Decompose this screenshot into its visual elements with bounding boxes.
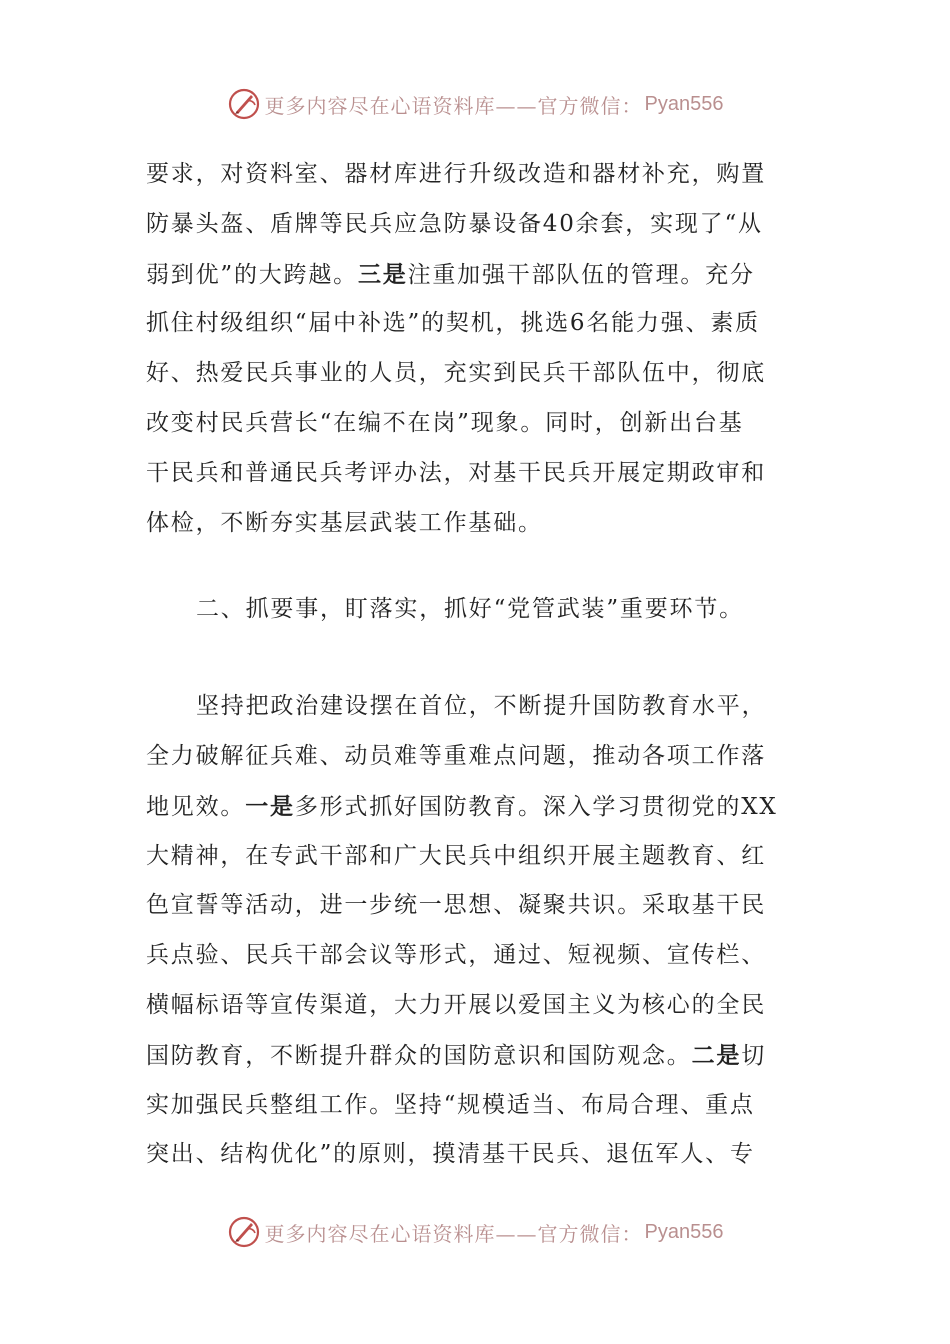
banner-wechat-id: Pyan556 (644, 1220, 724, 1243)
text-line: 防暴头盔、盾牌等民兵应急防暴设备40余套，实现了“从 (146, 210, 763, 237)
text-line: 干民兵和普通民兵考评办法，对基干民兵开展定期政审和 (146, 459, 766, 486)
text-line: 弱到优”的大跨越。三是注重加强干部队伍的管理。充分 (146, 260, 755, 288)
text-line: 突出、结构优化”的原则，摸清基干民兵、退伍军人、专 (146, 1141, 755, 1168)
header-watermark-banner (0, 82, 950, 126)
banner-text: 更多内容尽在心语资料库——官方微信： (264, 93, 643, 118)
banner-text: 更多内容尽在心语资料库——官方微信： (264, 1221, 643, 1246)
text-line: 要求，对资料室、器材库进行升级改造和器材补充，购置 (146, 161, 766, 187)
banner-wechat-id: Pyan556 (644, 92, 724, 115)
emphasis-yi-shi: 一是 (245, 792, 295, 820)
text-line: 好、热爱民兵事业的人员，充实到民兵干部队伍中，彻底 (146, 360, 766, 387)
footer-watermark-banner (0, 1210, 950, 1254)
text-line: 兵点验、民兵干部会议等形式，通过、短视频、宣传栏、 (146, 942, 766, 969)
text-line: 全力破解征兵难、动员难等重难点问题，推动各项工作落 (146, 742, 766, 769)
emphasis-er-shi: 二是 (691, 1041, 742, 1069)
quill-logo-icon (227, 87, 261, 121)
text-line: 色宣誓等活动，进一步统一思想、凝聚共识。采取基干民 (146, 892, 766, 919)
emphasis-san-shi: 三是 (357, 260, 408, 288)
text-line: 改变村民兵营长“在编不在岗”现象。同时，创新出台基 (146, 409, 744, 436)
text-line: 横幅标语等宣传渠道，大力开展以爱国主义为核心的全民 (146, 991, 766, 1018)
document-body (146, 150, 811, 1180)
quill-logo-icon (227, 1215, 261, 1249)
text-line: 实加强民兵整组工作。坚持“规模适当、布局合理、重点 (146, 1091, 755, 1118)
text-line: 国防教育，不断提升群众的国防意识和国防观念。二是切 (146, 1041, 767, 1069)
text-line: 地见效。一是多形式抓好国防教育。深入学习贯彻党的XX (146, 792, 778, 820)
text-line: 大精神，在专武干部和广大民兵中组织开展主题教育、红 (146, 842, 766, 869)
text-line: 体检，不断夯实基层武装工作基础。 (146, 509, 543, 536)
text-line: 抓住村级组织“届中补选”的契机，挑选6名能力强、素质 (146, 310, 760, 337)
section-heading: 二、抓要事，盯落实，抓好“党管武装”重要环节。 (196, 596, 744, 623)
text-line: 坚持把政治建设摆在首位，不断提升国防教育水平， (196, 693, 767, 720)
